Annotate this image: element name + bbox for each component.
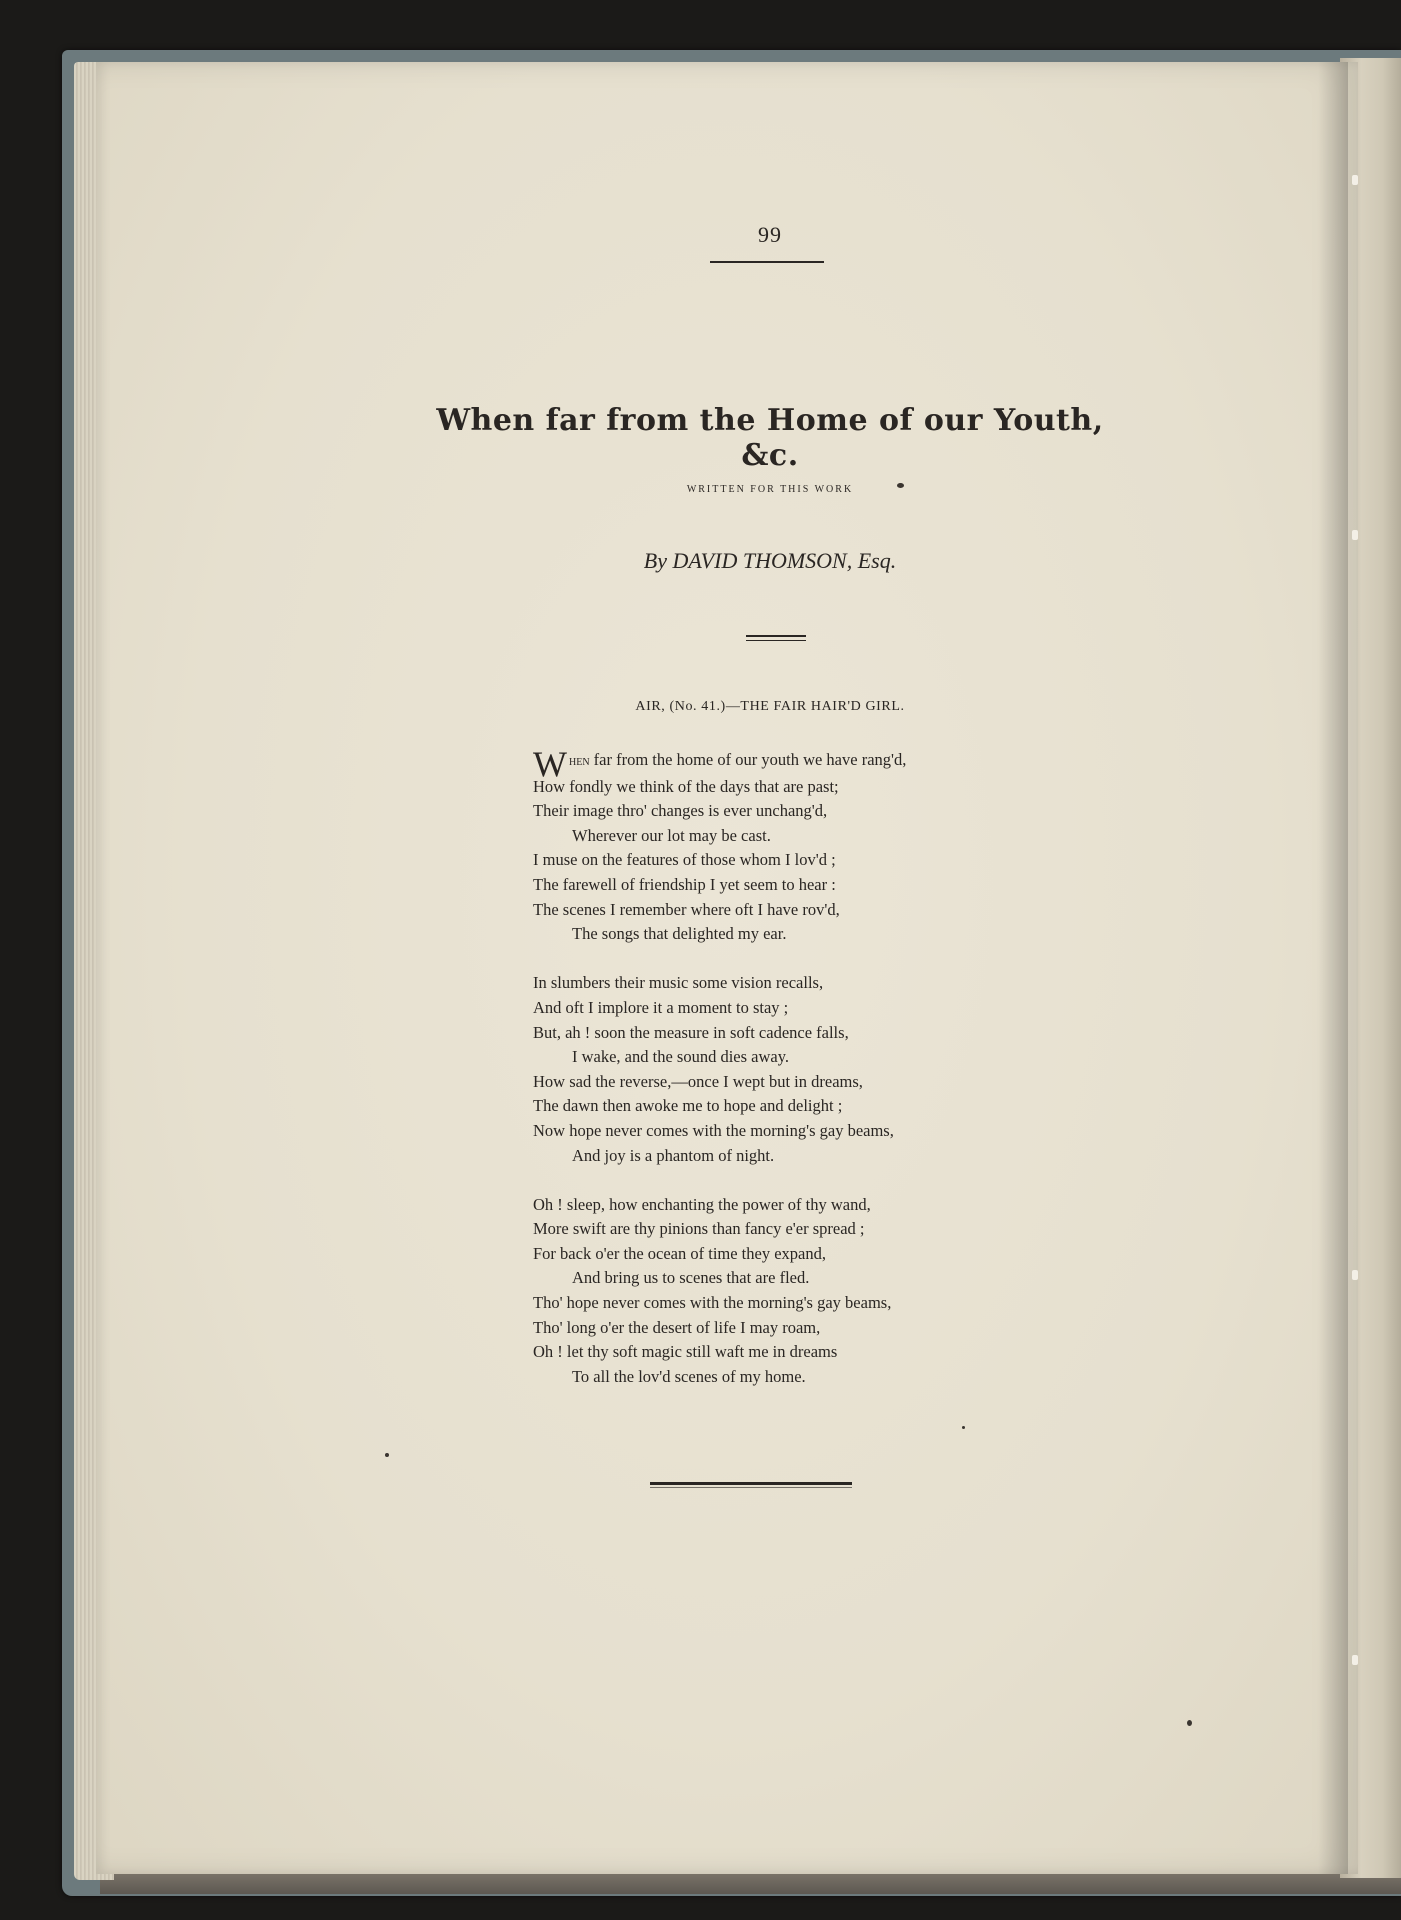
poem-line: But, ah ! soon the measure in soft cadence falls, (533, 1022, 849, 1042)
poem-line: I muse on the features of those whom I lov'd ; (533, 850, 836, 870)
poem-line: The scenes I remember where oft I have rov'd, (533, 899, 840, 919)
poem-line: How fondly we think of the days that are past; (533, 776, 839, 796)
ink-speck (962, 1426, 965, 1429)
binding-stitch (1352, 1270, 1358, 1280)
poem-line: For back o'er the ocean of time they expand, (533, 1243, 826, 1263)
poem-line: Tho' long o'er the desert of life I may roam, (533, 1317, 821, 1337)
poem-line: When far from the home of our youth we have rang'd, (533, 744, 907, 784)
first-word-rest: hen (568, 754, 590, 769)
ink-speck (897, 483, 904, 488)
binding-stitch (1352, 175, 1358, 185)
double-rule-bottom (746, 640, 806, 641)
closing-rule (650, 1482, 852, 1485)
poem-line: Wherever our lot may be cast. (572, 825, 771, 845)
poem-line: I wake, and the sound dies away. (572, 1047, 790, 1067)
ink-speck (1187, 1720, 1192, 1726)
poem-line: The farewell of friendship I yet seem to hear : (533, 874, 836, 894)
poem-line: And bring us to scenes that are fled. (572, 1268, 810, 1288)
poem-line: Oh ! sleep, how enchanting the power of thy wand, (533, 1194, 871, 1214)
binding-stitch (1352, 530, 1358, 540)
poem-line: Tho' hope never comes with the morning's gay beams, (533, 1293, 892, 1313)
ink-speck (385, 1453, 389, 1457)
poem-line: Oh ! let thy soft magic still waft me in dreams (533, 1342, 838, 1362)
poem-line: In slumbers their music some vision recalls, (533, 973, 824, 993)
closing-rule-thin (650, 1487, 852, 1488)
double-rule-top (746, 635, 806, 637)
subtitle: WRITTEN FOR THIS WORK (686, 484, 854, 495)
stanza (533, 744, 1073, 947)
poem-line: More swift are thy pinions than fancy e'er spread ; (533, 1219, 865, 1239)
poem-line: The songs that delighted my ear. (572, 924, 787, 944)
poem-line: And joy is a phantom of night. (572, 1145, 775, 1165)
binding-stitch (1352, 1655, 1358, 1665)
poem-line: And oft I implore it a moment to stay ; (533, 997, 789, 1017)
air-heading: AIR, (No. 41.)—THE FAIR HAIR'D GIRL. (635, 699, 905, 714)
stanza (533, 1193, 1073, 1390)
poem-title: When far from the Home of our Youth, &c. (436, 403, 1104, 473)
poem-body (533, 744, 1073, 1389)
page-number-rule (710, 261, 824, 263)
author-byline: By DAVID THOMSON, Esq. (643, 548, 897, 573)
poem-line: The dawn then awoke me to hope and delight ; (533, 1096, 843, 1116)
page-number: 99 (758, 222, 782, 247)
drop-cap: W (533, 744, 567, 784)
poem-line: To all the lov'd scenes of my home. (572, 1366, 806, 1386)
poem-line: How sad the reverse,—once I wept but in dreams, (533, 1071, 863, 1091)
poem-line: Their image thro' changes is ever unchang'd, (533, 801, 828, 821)
gutter-shadow (1318, 62, 1348, 1874)
poem-line: Now hope never comes with the morning's gay beams, (533, 1120, 894, 1140)
stanza (533, 971, 1073, 1168)
